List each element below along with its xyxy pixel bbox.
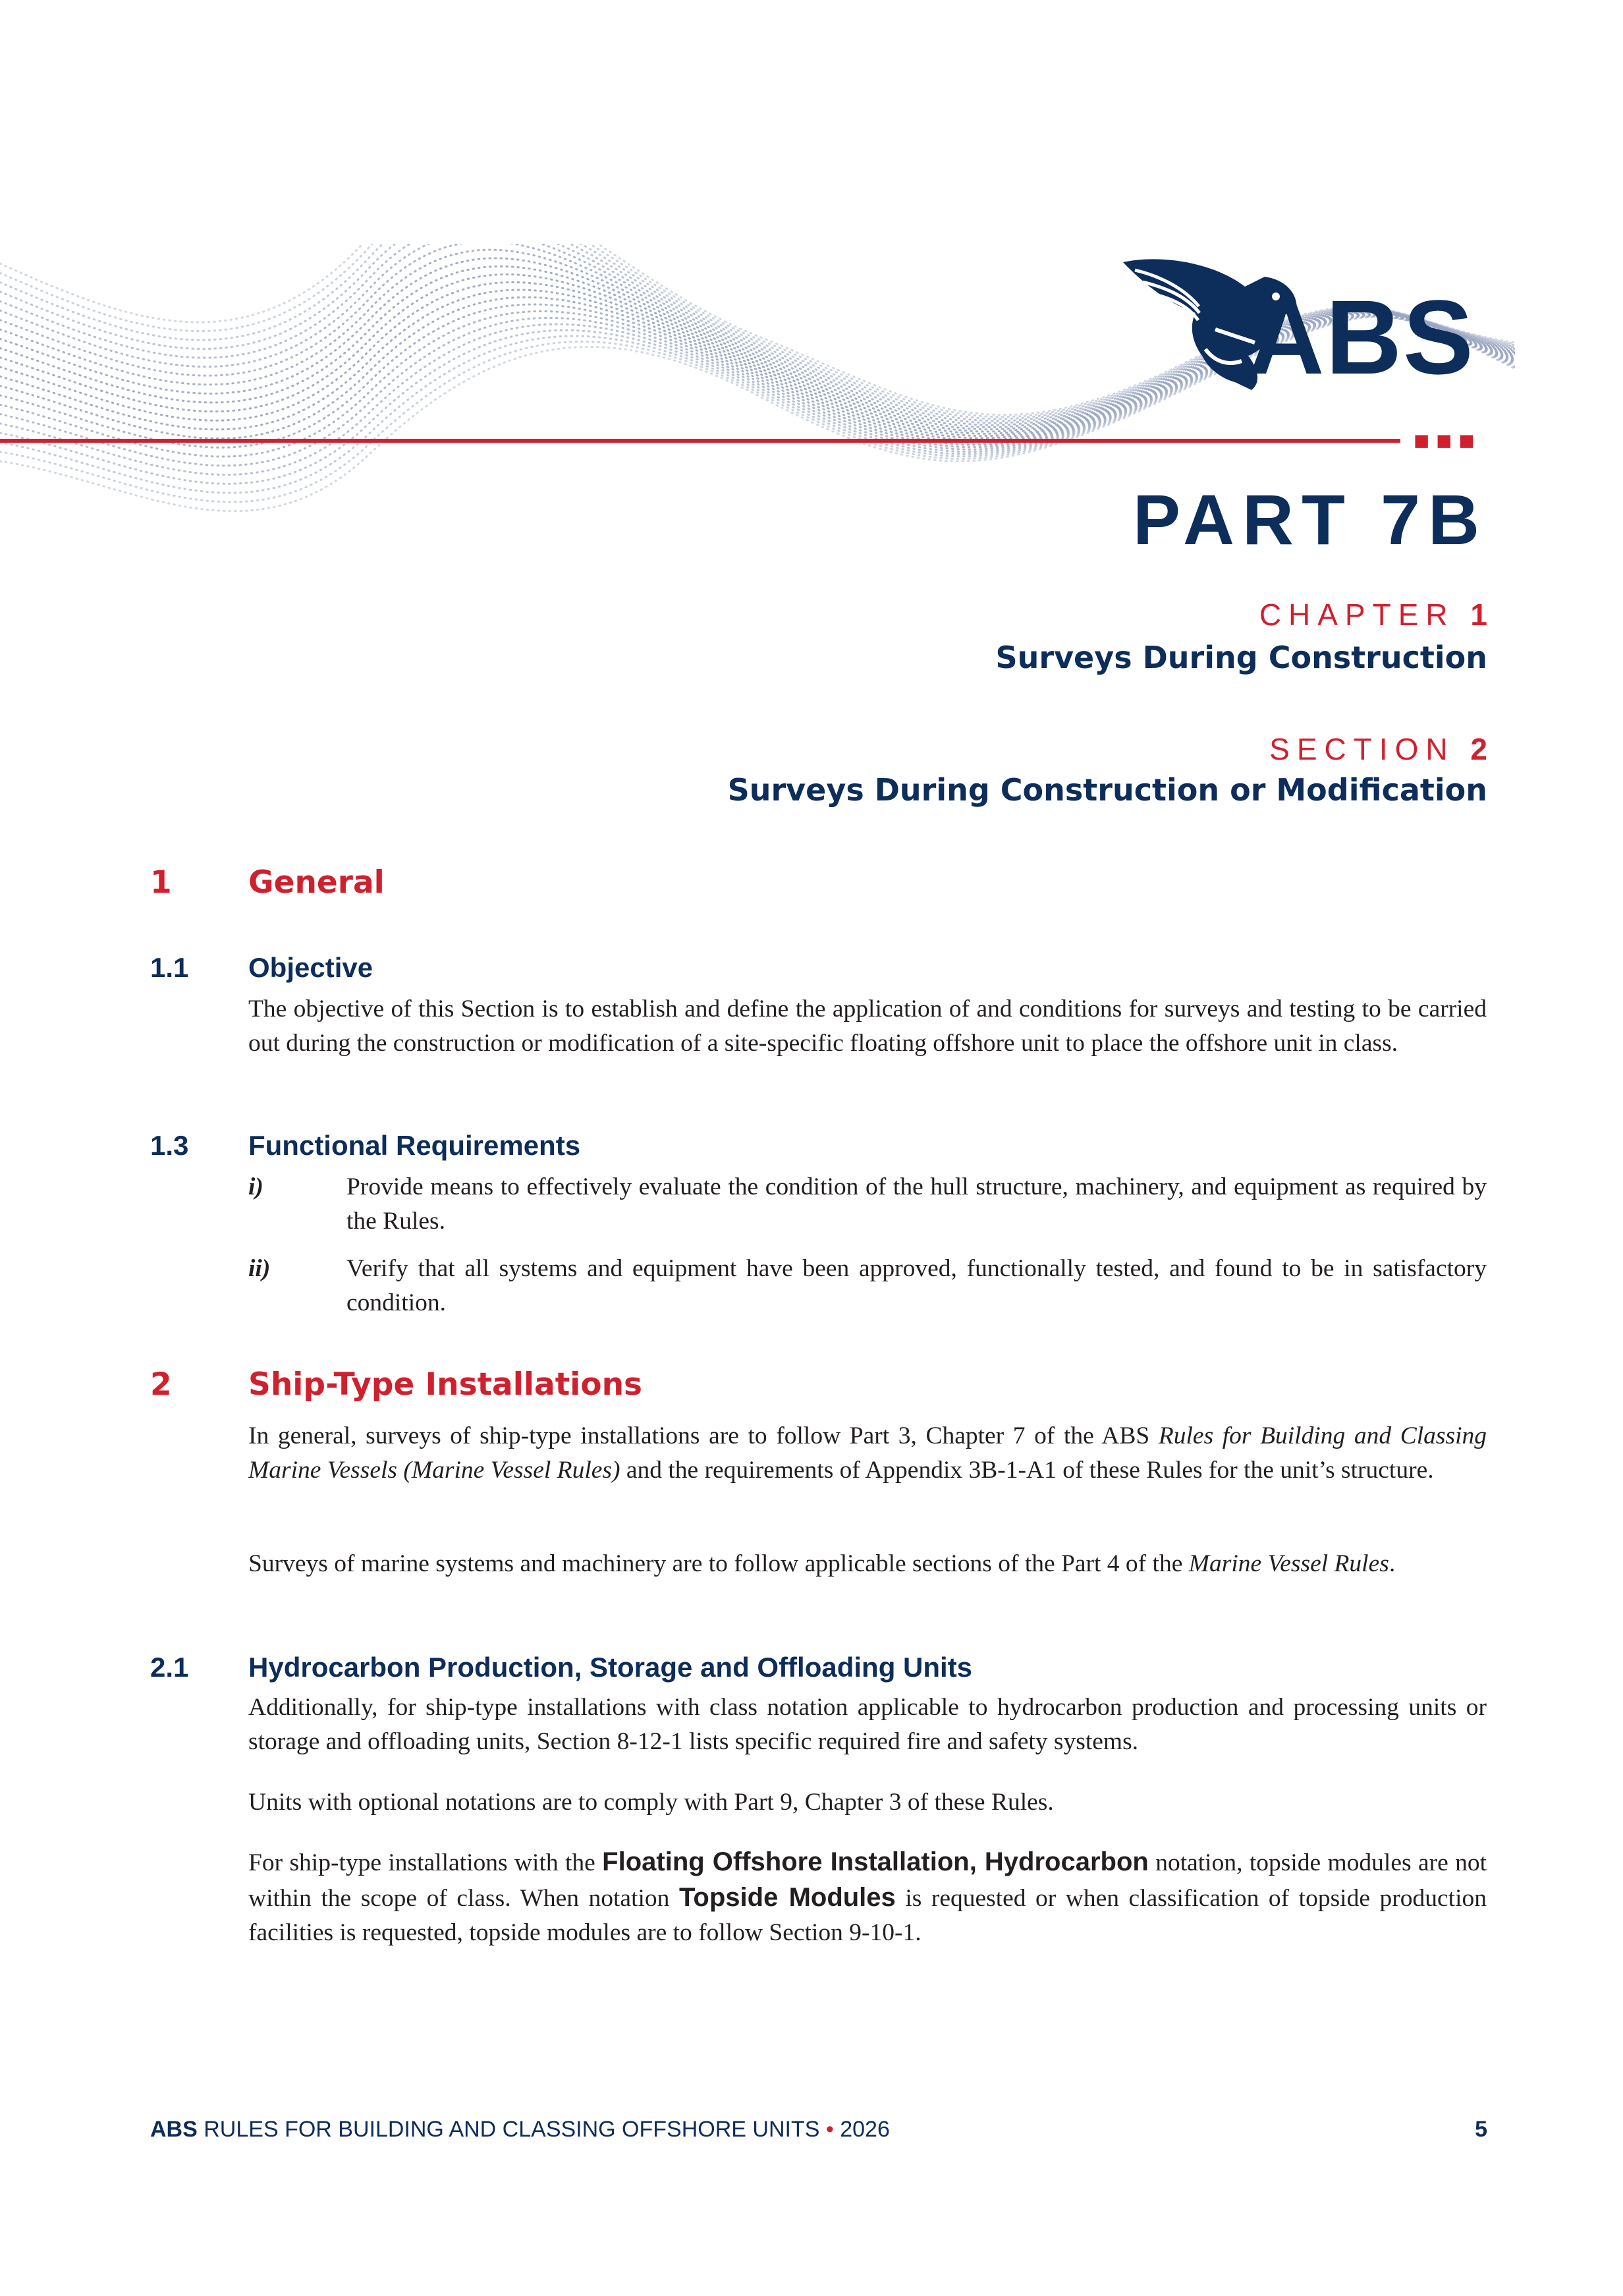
heading-number: 2 xyxy=(150,1366,172,1403)
heading-general: General xyxy=(248,864,385,901)
header-rule-dashes: ■■■ xyxy=(1414,426,1481,455)
section-label-text: SECTION xyxy=(1269,732,1455,766)
subheading-objective: Objective xyxy=(248,952,373,983)
abs-wordmark: ABS xyxy=(1248,278,1475,396)
chapter-number: 1 xyxy=(1470,598,1487,632)
subheading-number: 1.1 xyxy=(150,952,189,983)
subheading-functional-requirements: Functional Requirements xyxy=(248,1130,581,1161)
text-run: Surveys of marine systems and machinery are to follow applicable sections of the Part 4 of the xyxy=(248,1550,1189,1577)
footer-title xyxy=(150,2118,890,2141)
hydrocarbon-paragraph-3 xyxy=(248,1845,1487,1950)
footer-year: 2026 xyxy=(840,2117,890,2142)
text-run: For ship-type installations with the xyxy=(248,1849,603,1876)
footer-brand: ABS xyxy=(150,2117,198,2142)
chapter-label xyxy=(1259,600,1487,630)
objective-paragraph: The objective of this Section is to establish and define the application of and conditions for surveys and testing to be carried out during the construction or modification of a site-specific floating offshore unit to place the offshore unit in class. xyxy=(248,995,1487,1057)
header-rule xyxy=(0,439,1400,443)
list-marker: ii) xyxy=(248,1255,271,1282)
ship-type-paragraph-1 xyxy=(248,1419,1487,1488)
list-item: Provide means to effectively evaluate the condition of the hull structure, machinery, and equipment as required by the Rules. xyxy=(346,1173,1487,1235)
section-number: 2 xyxy=(1470,732,1487,766)
text-run: notation, topside modules are not within the scope of class. When notation xyxy=(248,1849,1487,1912)
text-run: and the requirements of Appendix 3B-1-A1 of these Rules for the unit’s structure. xyxy=(620,1457,1434,1484)
ship-type-paragraph-2 xyxy=(248,1547,1487,1581)
part-title: PART 7B xyxy=(1132,480,1487,559)
footer-document-title: RULES FOR BUILDING AND CLASSING OFFSHORE UNITS xyxy=(204,2117,820,2142)
heading-ship-type-installations: Ship-Type Installations xyxy=(248,1366,643,1403)
notation-bold: Topside Modules xyxy=(678,1883,896,1912)
notation-bold: Floating Offshore Installation, Hydrocarbon xyxy=(602,1847,1149,1876)
text-run: In general, surveys of ship-type installations are to follow Part 3, Chapter 7 of the ABS xyxy=(248,1422,1159,1449)
section-label xyxy=(1269,734,1487,764)
text-run: is requested or when classification of topside production facilities is requested, topside modules are to follow Section 9-10-1. xyxy=(248,1885,1487,1946)
subheading-number: 1.3 xyxy=(150,1130,189,1161)
list-marker: i) xyxy=(248,1173,263,1200)
section-title: Surveys During Construction or Modification xyxy=(727,772,1487,808)
list-item: Verify that all systems and equipment have been approved, functionally tested, and found to be in satisfactory condition. xyxy=(346,1255,1487,1316)
chapter-label-text: CHAPTER xyxy=(1259,598,1455,632)
hydrocarbon-paragraph-1: Additionally, for ship-type installations with class notation applicable to hydrocarbon production and processing units or storage and offloading units, Section 8-12-1 lists specific required fire and safety systems. xyxy=(248,1694,1487,1755)
subheading-number: 2.1 xyxy=(150,1652,189,1683)
page-number: 5 xyxy=(1475,2117,1487,2142)
rules-reference-italic: Rules for Building and Classing Marine Vessels (Marine Vessel Rules) xyxy=(248,1422,1487,1484)
rules-reference-italic: Marine Vessel Rules xyxy=(1188,1550,1389,1577)
heading-number: 1 xyxy=(150,864,172,901)
hydrocarbon-paragraph-2: Units with optional notations are to comply with Part 9, Chapter 3 of these Rules. xyxy=(248,1789,1054,1816)
text-run: . xyxy=(1389,1550,1396,1577)
footer-bullet: • xyxy=(825,2117,834,2142)
chapter-title: Surveys During Construction xyxy=(995,640,1487,675)
subheading-hydrocarbon-units: Hydrocarbon Production, Storage and Offloading Units xyxy=(248,1652,973,1683)
